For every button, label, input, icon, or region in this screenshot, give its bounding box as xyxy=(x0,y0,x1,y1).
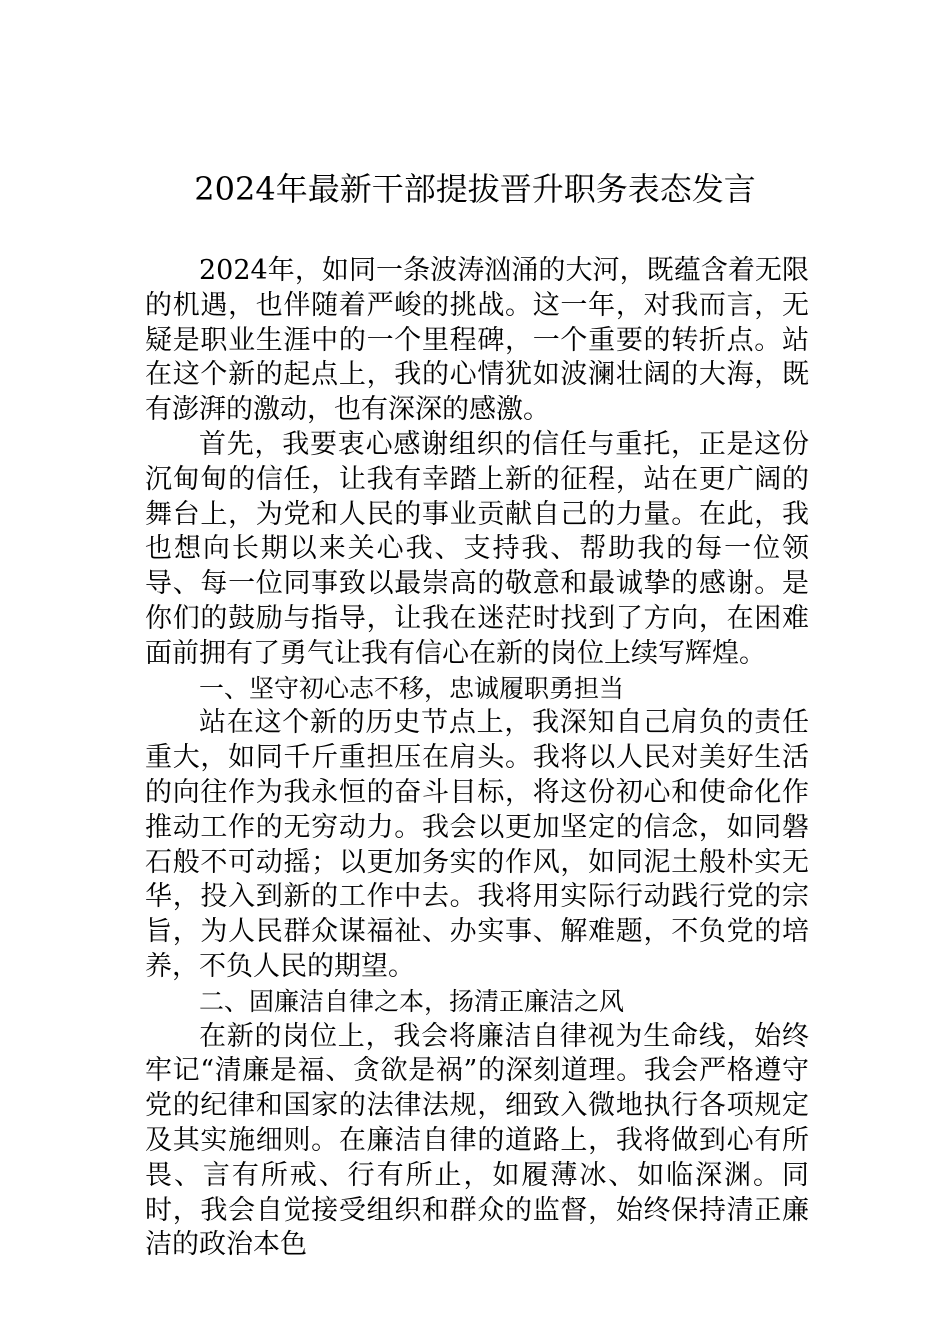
document-body xyxy=(145,254,809,1263)
section-heading-2: 二、固廉洁自律之本，扬清正廉洁之风 xyxy=(199,986,625,1016)
document-title: 2024年最新干部提拔晋升职务表态发言 xyxy=(194,170,756,208)
paragraph-section-2: 在新的岗位上，我会将廉洁自律视为生命线，始终牢记“清廉是福、贪欲是祸”的深刻道理。我会严格遵守党的纪律和国家的法律法规，细致入微地执行各项规定及其实施细则。在廉洁自律的道路上，我将做到心有所畏、言有所戒、行有所止，如履薄冰、如临深渊。同时，我会自觉接受组织和群众的监督，始终保持清正廉洁的政治本色 xyxy=(145,1020,809,1261)
paragraph-intro: 2024年，如同一条波涛汹涌的大河，既蕴含着无限的机遇，也伴随着严峻的挑战。这一年，对我而言，无疑是职业生涯中的一个里程碑，一个重要的转折点。站在这个新的起点上，我的心情犹如波澜壮阔的大海，既有澎湃的激动，也有深深的感激。 xyxy=(145,255,809,426)
paragraph-section-1: 站在这个新的历史节点上，我深知自己肩负的责任重大，如同千斤重担压在肩头。我将以人民对美好生活的向往作为我永恒的奋斗目标，将这份初心和使命化作推动工作的无穷动力。我会以更加坚定的信念，如同磐石般不可动摇；以更加务实的作风，如同泥土般朴实无华，投入到新的工作中去。我将用实际行动践行党的宗旨，为人民群众谋福祉、办实事、解难题，不负党的培养，不负人民的期望。 xyxy=(145,707,809,982)
paragraph-thanks: 首先，我要衷心感谢组织的信任与重托，正是这份沉甸甸的信任，让我有幸踏上新的征程，站在更广阔的舞台上，为党和人民的事业贡献自己的力量。在此，我也想向长期以来关心我、支持我、帮助我的每一位领导、每一位同事致以最崇高的敬意和最诚挚的感谢。是你们的鼓励与指导，让我在迷茫时找到了方向，在困难面前拥有了勇气让我有信心在新的岗位上续写辉煌。 xyxy=(145,428,809,669)
section-heading-1: 一、坚守初心志不移，忠诚履职勇担当 xyxy=(199,673,625,703)
